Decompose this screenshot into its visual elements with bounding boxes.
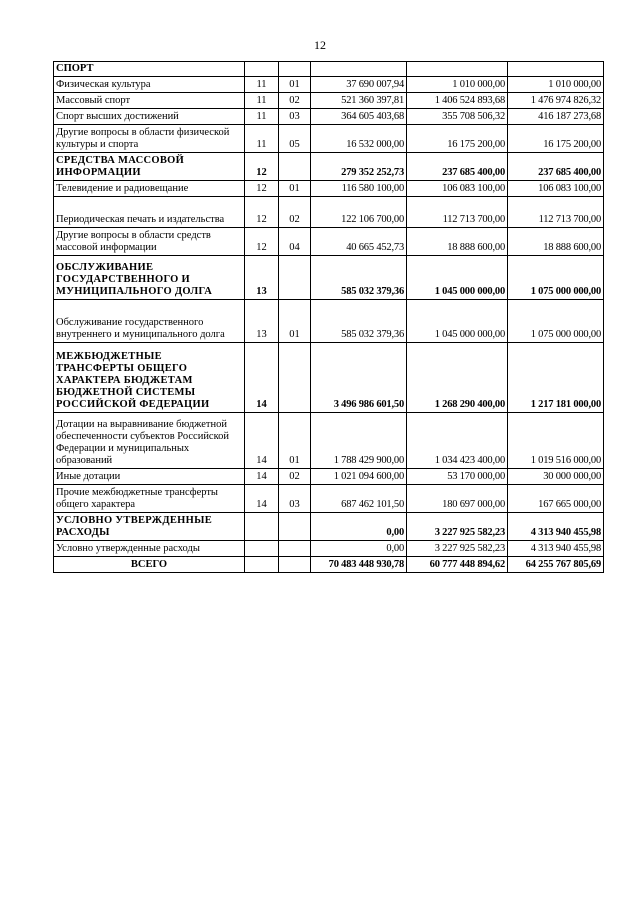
amount-year-3: 1 075 000 000,00 (508, 300, 604, 343)
subsection-code: 01 (279, 413, 311, 469)
row-name: Обслуживание государственного внутреннего и муниципального долга (54, 300, 245, 343)
row-name: Периодическая печать и издательства (54, 197, 245, 228)
amount-year-1: 3 496 986 601,50 (311, 343, 407, 413)
amount-year-2: 18 888 600,00 (407, 228, 508, 256)
table-row (54, 469, 604, 485)
table-row (54, 181, 604, 197)
subsection-code (279, 153, 311, 181)
row-name: ОБСЛУЖИВАНИЕ ГОСУДАРСТВЕННОГО И МУНИЦИПАЛЬНОГО ДОЛГА (54, 256, 245, 300)
section-code: 11 (245, 109, 279, 125)
amount-year-3: 237 685 400,00 (508, 153, 604, 181)
row-name: Иные дотации (54, 469, 245, 485)
amount-year-1: 37 690 007,94 (311, 77, 407, 93)
amount-year-3: 1 476 974 826,32 (508, 93, 604, 109)
subsection-code: 02 (279, 469, 311, 485)
section-code (245, 62, 279, 77)
amount-year-1: 0,00 (311, 541, 407, 557)
row-name: СПОРТ (54, 62, 245, 77)
table-row (54, 557, 604, 573)
subsection-code (279, 513, 311, 541)
amount-year-3: 416 187 273,68 (508, 109, 604, 125)
amount-year-2: 112 713 700,00 (407, 197, 508, 228)
subsection-code (279, 343, 311, 413)
amount-year-3: 4 313 940 455,98 (508, 513, 604, 541)
amount-year-3 (508, 62, 604, 77)
amount-year-3: 64 255 767 805,69 (508, 557, 604, 573)
amount-year-1: 364 605 403,68 (311, 109, 407, 125)
amount-year-1: 70 483 448 930,78 (311, 557, 407, 573)
table-row (54, 228, 604, 256)
table-row (54, 485, 604, 513)
section-code: 11 (245, 125, 279, 153)
table-row (54, 343, 604, 413)
table-row (54, 513, 604, 541)
subsection-code (279, 557, 311, 573)
section-code (245, 541, 279, 557)
amount-year-3: 167 665 000,00 (508, 485, 604, 513)
section-code: 13 (245, 256, 279, 300)
subsection-code: 01 (279, 181, 311, 197)
amount-year-2: 1 406 524 893,68 (407, 93, 508, 109)
amount-year-3: 1 010 000,00 (508, 77, 604, 93)
section-code: 14 (245, 343, 279, 413)
amount-year-3: 30 000 000,00 (508, 469, 604, 485)
amount-year-2: 53 170 000,00 (407, 469, 508, 485)
row-name: ВСЕГО (54, 557, 245, 573)
budget-expenditure-table (53, 61, 604, 573)
amount-year-3: 1 075 000 000,00 (508, 256, 604, 300)
amount-year-1: 687 462 101,50 (311, 485, 407, 513)
amount-year-3: 112 713 700,00 (508, 197, 604, 228)
row-name: Телевидение и радиовещание (54, 181, 245, 197)
row-name: Условно утвержденные расходы (54, 541, 245, 557)
section-code: 11 (245, 77, 279, 93)
section-code: 12 (245, 228, 279, 256)
amount-year-1: 16 532 000,00 (311, 125, 407, 153)
table-row (54, 109, 604, 125)
table-row (54, 541, 604, 557)
row-name: Дотации на выравнивание бюджетной обеспеченности субъектов Российской Федерации и муниципальных образований (54, 413, 245, 469)
table-row (54, 256, 604, 300)
amount-year-1: 585 032 379,36 (311, 300, 407, 343)
table-row (54, 125, 604, 153)
section-code: 14 (245, 469, 279, 485)
subsection-code: 02 (279, 93, 311, 109)
subsection-code: 04 (279, 228, 311, 256)
section-code: 12 (245, 181, 279, 197)
row-name: Другие вопросы в области физической культуры и спорта (54, 125, 245, 153)
row-name: Другие вопросы в области средств массовой информации (54, 228, 245, 256)
table-row (54, 77, 604, 93)
amount-year-2: 237 685 400,00 (407, 153, 508, 181)
amount-year-2: 1 045 000 000,00 (407, 256, 508, 300)
row-name: УСЛОВНО УТВЕРЖДЕННЫЕ РАСХОДЫ (54, 513, 245, 541)
subsection-code: 01 (279, 300, 311, 343)
table-row (54, 413, 604, 469)
table-row (54, 153, 604, 181)
page-number: 12 (314, 38, 326, 52)
amount-year-1: 521 360 397,81 (311, 93, 407, 109)
amount-year-3: 1 019 516 000,00 (508, 413, 604, 469)
amount-year-2: 106 083 100,00 (407, 181, 508, 197)
table-row (54, 93, 604, 109)
amount-year-2: 1 010 000,00 (407, 77, 508, 93)
subsection-code: 05 (279, 125, 311, 153)
amount-year-2: 3 227 925 582,23 (407, 513, 508, 541)
amount-year-1 (311, 62, 407, 77)
row-name: Массовый спорт (54, 93, 245, 109)
amount-year-1: 122 106 700,00 (311, 197, 407, 228)
amount-year-3: 16 175 200,00 (508, 125, 604, 153)
subsection-code (279, 541, 311, 557)
amount-year-2: 60 777 448 894,62 (407, 557, 508, 573)
amount-year-2: 180 697 000,00 (407, 485, 508, 513)
amount-year-1: 116 580 100,00 (311, 181, 407, 197)
table-row (54, 62, 604, 77)
amount-year-3: 1 217 181 000,00 (508, 343, 604, 413)
amount-year-3: 18 888 600,00 (508, 228, 604, 256)
section-code: 12 (245, 197, 279, 228)
amount-year-2: 1 045 000 000,00 (407, 300, 508, 343)
subsection-code: 01 (279, 77, 311, 93)
amount-year-1: 279 352 252,73 (311, 153, 407, 181)
amount-year-2: 1 268 290 400,00 (407, 343, 508, 413)
amount-year-1: 1 021 094 600,00 (311, 469, 407, 485)
row-name: МЕЖБЮДЖЕТНЫЕ ТРАНСФЕРТЫ ОБЩЕГО ХАРАКТЕРА БЮДЖЕТАМ БЮДЖЕТНОЙ СИСТЕМЫ РОССИЙСКОЙ ФЕДЕРАЦИИ (54, 343, 245, 413)
section-code: 11 (245, 93, 279, 109)
subsection-code: 03 (279, 109, 311, 125)
amount-year-2: 16 175 200,00 (407, 125, 508, 153)
row-name: Спорт высших достижений (54, 109, 245, 125)
table-row (54, 197, 604, 228)
amount-year-1: 585 032 379,36 (311, 256, 407, 300)
section-code: 12 (245, 153, 279, 181)
subsection-code: 02 (279, 197, 311, 228)
amount-year-2: 3 227 925 582,23 (407, 541, 508, 557)
amount-year-3: 4 313 940 455,98 (508, 541, 604, 557)
row-name: СРЕДСТВА МАССОВОЙ ИНФОРМАЦИИ (54, 153, 245, 181)
table-body (54, 62, 604, 573)
amount-year-3: 106 083 100,00 (508, 181, 604, 197)
row-name: Прочие межбюджетные трансферты общего характера (54, 485, 245, 513)
section-code: 14 (245, 485, 279, 513)
amount-year-1: 0,00 (311, 513, 407, 541)
subsection-code (279, 256, 311, 300)
section-code (245, 513, 279, 541)
section-code: 13 (245, 300, 279, 343)
section-code (245, 557, 279, 573)
subsection-code (279, 62, 311, 77)
section-code: 14 (245, 413, 279, 469)
table-row (54, 300, 604, 343)
subsection-code: 03 (279, 485, 311, 513)
amount-year-1: 1 788 429 900,00 (311, 413, 407, 469)
row-name: Физическая культура (54, 77, 245, 93)
amount-year-1: 40 665 452,73 (311, 228, 407, 256)
amount-year-2: 355 708 506,32 (407, 109, 508, 125)
amount-year-2: 1 034 423 400,00 (407, 413, 508, 469)
amount-year-2 (407, 62, 508, 77)
